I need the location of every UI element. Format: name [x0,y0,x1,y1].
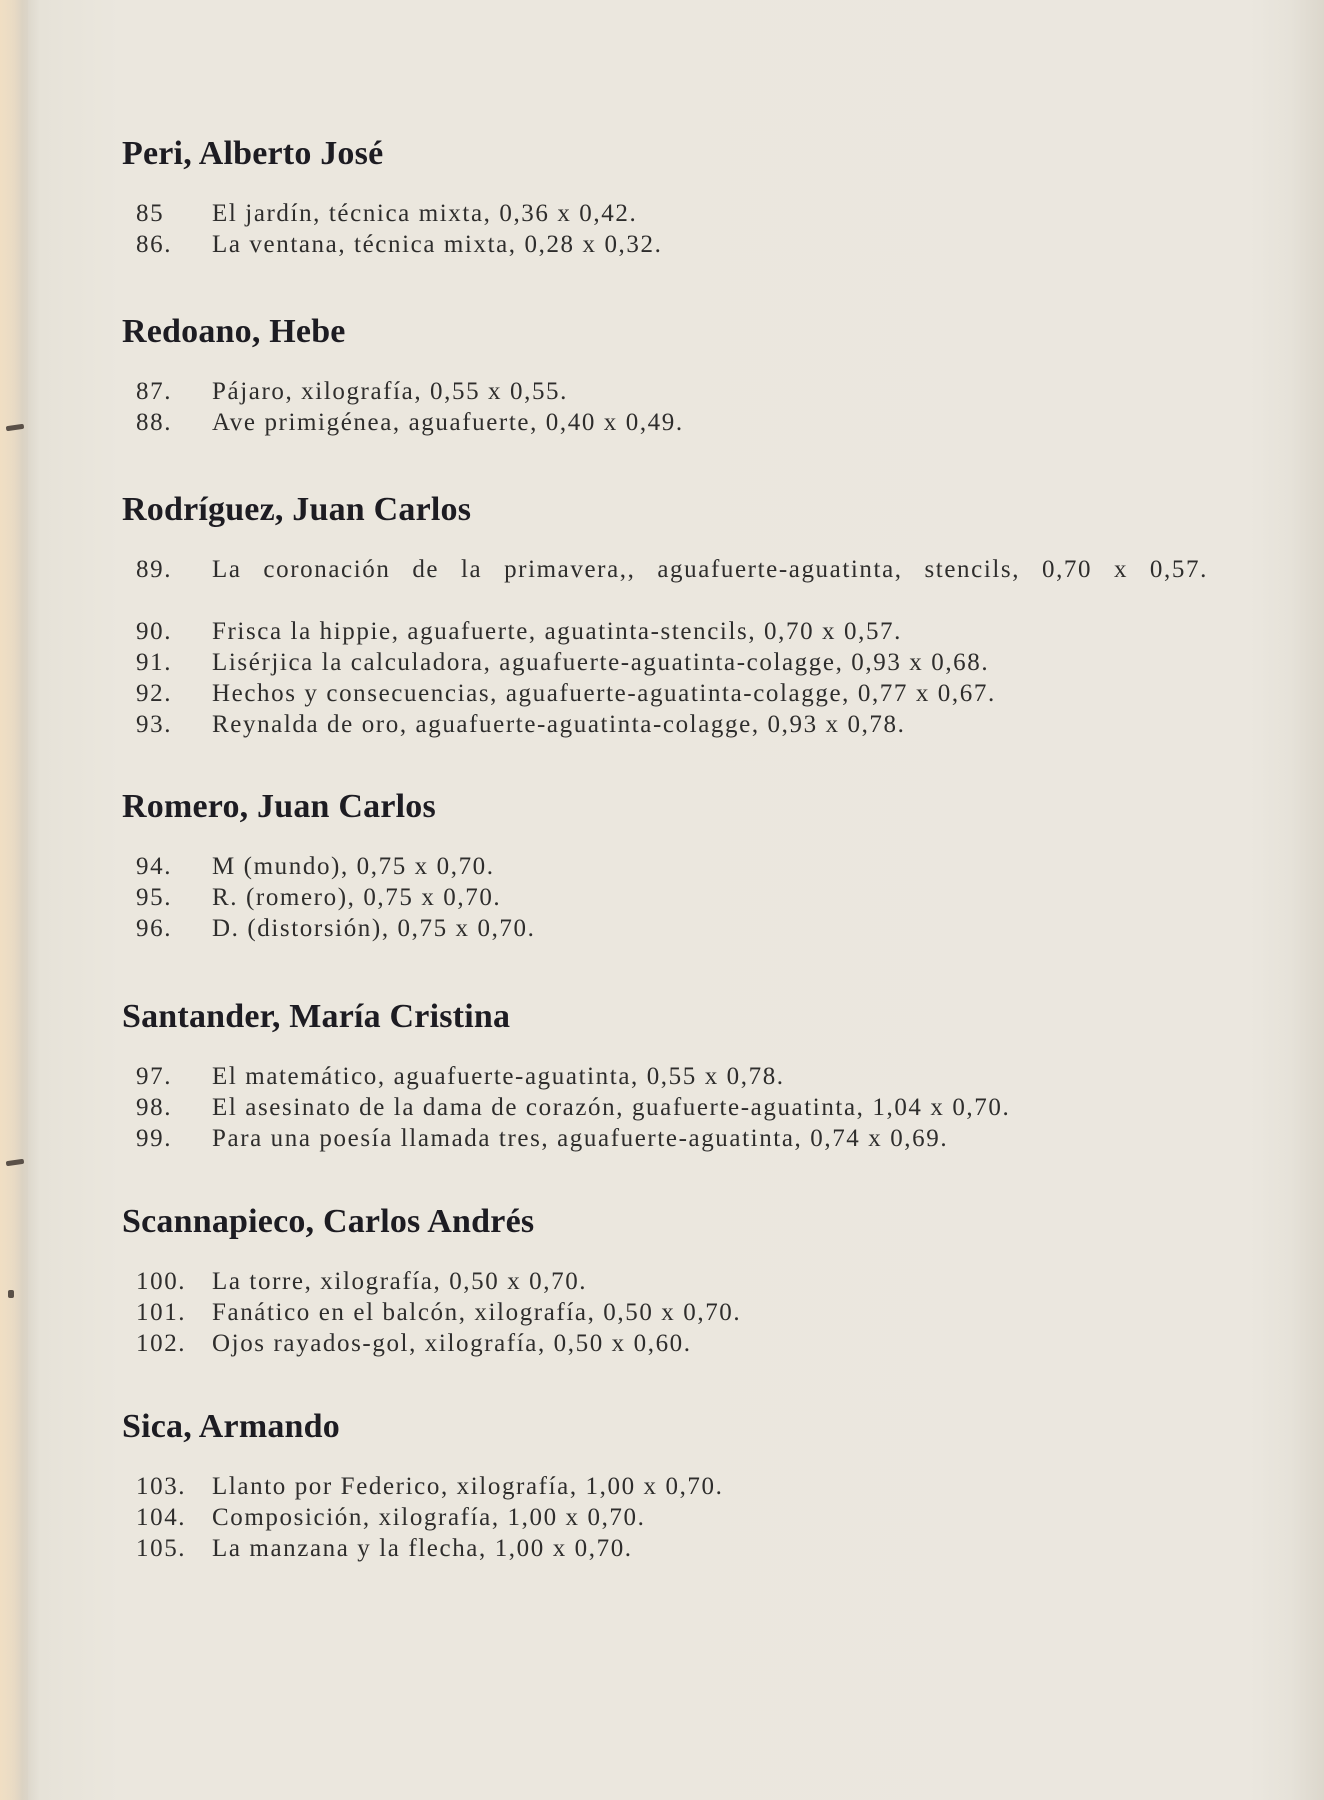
work-description: Ojos rayados-gol, xilografía, 0,50 x 0,60. [212,1330,692,1357]
artist-name: Romero, Juan Carlos [122,788,436,825]
work-number: 104. [136,1504,187,1531]
work-entry [122,851,1222,882]
work-description: Llanto por Federico, xilografía, 1,00 x 0,70. [212,1473,724,1500]
work-description: Hechos y consecuencias, aguafuerte-aguatinta-colagge, 0,77 x 0,67. [212,680,996,707]
works-list [122,1266,1222,1359]
work-description: Reynalda de oro, aguafuerte-aguatinta-colagge, 0,93 x 0,78. [212,711,906,738]
work-number: 100. [136,1268,187,1295]
work-entry [122,678,1222,709]
work-description: Fanático en el balcón, xilografía, 0,50 x 0,70. [212,1299,742,1326]
work-entry [122,1502,1222,1533]
work-number: 86. [136,231,173,258]
work-description: Ave primigénea, aguafuerte, 0,40 x 0,49. [212,409,684,436]
work-number: 102. [136,1330,187,1357]
artist-section [122,310,1222,438]
work-description: D. (distorsión), 0,75 x 0,70. [212,915,536,942]
work-description: La coronación de la primavera,, aguafuerte-aguatinta, stencils, 0,70 x 0,57. [212,556,1208,583]
artist-section [122,488,1222,740]
work-description: El jardín, técnica mixta, 0,36 x 0,42. [212,200,638,227]
work-entry [122,616,1222,647]
artist-section [122,132,1222,260]
works-list [122,1471,1222,1564]
work-entry [122,229,1222,260]
works-list [122,198,1222,260]
work-number: 98. [136,1094,173,1121]
artist-section [122,1405,1222,1564]
staple-mark [8,1290,14,1298]
work-entry [122,1297,1222,1328]
work-entry [122,1092,1222,1123]
work-description: R. (romero), 0,75 x 0,70. [212,884,502,911]
work-description: El matemático, aguafuerte-aguatinta, 0,55 x 0,78. [212,1063,785,1090]
works-list [122,1061,1222,1154]
work-description: Para una poesía llamada tres, aguafuerte-aguatinta, 0,74 x 0,69. [212,1125,949,1152]
work-number: 101. [136,1299,187,1326]
work-number: 91. [136,649,173,676]
work-number: 99. [136,1125,173,1152]
artist-section [122,1200,1222,1359]
work-entry [122,1123,1222,1154]
artist-name: Scannapieco, Carlos Andrés [122,1203,535,1240]
work-entry [122,376,1222,407]
work-description: Composición, xilografía, 1,00 x 0,70. [212,1504,646,1531]
work-number: 96. [136,915,173,942]
work-entry [122,554,1222,616]
work-entry [122,1471,1222,1502]
work-entry [122,882,1222,913]
work-number: 105. [136,1535,187,1562]
work-entry [122,1266,1222,1297]
work-number: 92. [136,680,173,707]
artist-section [122,995,1222,1154]
work-number: 88. [136,409,173,436]
binding-edge [0,0,28,1800]
work-number: 89. [136,556,173,583]
artist-name: Sica, Armando [122,1408,340,1445]
artist-name: Santander, María Cristina [122,998,511,1035]
work-description: M (mundo), 0,75 x 0,70. [212,853,495,880]
work-entry [122,647,1222,678]
work-number: 93. [136,711,173,738]
work-description: Frisca la hippie, aguafuerte, aguatinta-stencils, 0,70 x 0,57. [212,618,902,645]
work-entry [122,407,1222,438]
work-entry [122,709,1222,740]
work-number: 90. [136,618,173,645]
artist-name: Redoano, Hebe [122,313,346,350]
artist-name: Peri, Alberto José [122,135,384,172]
work-entry [122,1533,1222,1564]
work-description: El asesinato de la dama de corazón, guafuerte-aguatinta, 1,04 x 0,70. [212,1094,1011,1121]
work-number: 85 [136,200,165,227]
work-entry [122,1328,1222,1359]
artist-section [122,785,1222,944]
works-list [122,851,1222,944]
work-number: 97. [136,1063,173,1090]
work-entry [122,1061,1222,1092]
work-number: 95. [136,884,173,911]
work-description: Lisérjica la calculadora, aguafuerte-aguatinta-colagge, 0,93 x 0,68. [212,649,990,676]
work-entry [122,913,1222,944]
artist-name: Rodríguez, Juan Carlos [122,491,472,528]
work-number: 103. [136,1473,187,1500]
works-list [122,554,1222,740]
works-list [122,376,1222,438]
work-number: 87. [136,378,173,405]
work-entry [122,198,1222,229]
work-description: La torre, xilografía, 0,50 x 0,70. [212,1268,588,1295]
work-description: La ventana, técnica mixta, 0,28 x 0,32. [212,231,663,258]
work-number: 94. [136,853,173,880]
work-description: Pájaro, xilografía, 0,55 x 0,55. [212,378,568,405]
work-description: La manzana y la flecha, 1,00 x 0,70. [212,1535,633,1562]
